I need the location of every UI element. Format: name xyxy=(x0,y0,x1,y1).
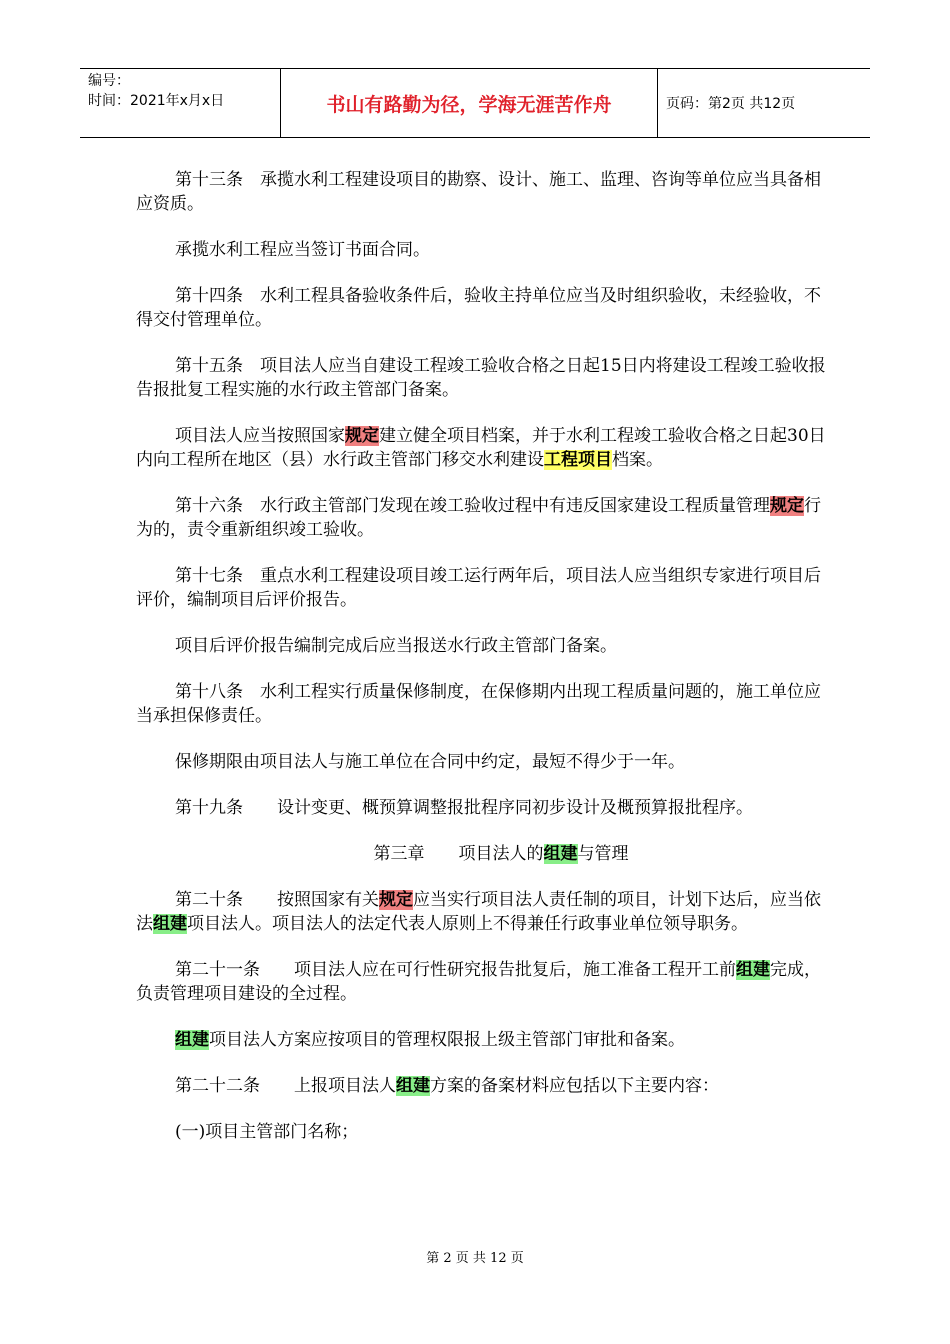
header-meta xyxy=(80,69,281,137)
text-segment: 第二十条 按照国家有关 xyxy=(175,890,379,910)
text-segment: 第三章 项目法人的 xyxy=(373,844,544,864)
article-17: 第十七条 重点水利工程建设项目竣工运行两年后，项目法人应当组织专家进行项目后评价，编制项目后评价报告。 xyxy=(136,566,821,610)
text-segment: 第二十一条 项目法人应在可行性研究报告批复后，施工准备工程开工前 xyxy=(175,960,736,980)
article-18-period: 保修期限由项目法人与施工单位在合同中约定，最短不得少于一年。 xyxy=(175,752,685,772)
article-14: 第十四条 水利工程具备验收条件后，验收主持单位应当及时组织验收，未经验收，不得交付管理单位。 xyxy=(136,286,821,330)
document-body xyxy=(136,168,826,1166)
highlight-establish: 组建 xyxy=(396,1076,430,1096)
highlight-regulation: 规定 xyxy=(770,496,804,516)
page-footer: 第 2 页 共 12 页 xyxy=(426,1251,524,1266)
highlight-establish: 组建 xyxy=(736,960,770,980)
text-segment: 第十六条 水行政主管部门发现在竣工验收过程中有违反国家建设工程质量管理 xyxy=(175,496,770,516)
text-segment: 项目法人应当按照国家 xyxy=(175,426,345,446)
article-21-plan xyxy=(136,1028,826,1052)
article-19: 第十九条 设计变更、概预算调整报批程序同初步设计及概预算报批程序。 xyxy=(175,798,753,818)
text-segment: 行为的，责令重新组织竣工验收。 xyxy=(136,496,821,540)
highlight-regulation: 规定 xyxy=(379,890,413,910)
article-20 xyxy=(136,888,826,936)
document-time-label: 时间：2021年x月x日 xyxy=(88,93,225,109)
article-18: 第十八条 水利工程实行质量保修制度，在保修期内出现工程质量问题的，施工单位应当承担保修责任。 xyxy=(136,682,821,726)
highlight-engineering-project: 工程项目 xyxy=(544,450,612,470)
chapter-3-title xyxy=(136,842,826,866)
text-segment: 应当实行项目法人责任制的项目，计划下达后，应当依法 xyxy=(136,890,821,934)
header-motto: 书山有路勤为径，学海无涯苦作舟 xyxy=(281,69,658,137)
page-header xyxy=(80,68,870,138)
header-page-info: 页码：第2页 共12页 xyxy=(666,96,796,112)
highlight-establish: 组建 xyxy=(543,844,578,864)
text-segment: 方案的备案材料应包括以下主要内容： xyxy=(430,1076,719,1096)
article-16 xyxy=(136,494,826,542)
text-segment: 档案。 xyxy=(612,450,663,470)
article-13: 第十三条 承揽水利工程建设项目的勘察、设计、施工、监理、咨询等单位应当具备相应资质。 xyxy=(136,170,821,214)
article-22-item-1: (一)项目主管部门名称； xyxy=(175,1122,359,1142)
text-segment: 第二十二条 上报项目法人 xyxy=(175,1076,396,1096)
article-15-archive xyxy=(136,424,826,472)
highlight-establish: 组建 xyxy=(175,1030,209,1050)
highlight-establish: 组建 xyxy=(153,914,187,934)
highlight-regulation: 规定 xyxy=(345,426,379,446)
text-segment: 建立健全项目档案，并于水利工程竣工验收合格之日起30日内向工程所在地区（县）水行政主管部门移交水利建设 xyxy=(136,426,826,470)
document-number-label: 编号： xyxy=(88,73,130,89)
article-17-report: 项目后评价报告编制完成后应当报送水行政主管部门备案。 xyxy=(175,636,617,656)
article-21 xyxy=(136,958,826,1006)
article-22 xyxy=(136,1074,826,1098)
text-segment: 与管理 xyxy=(577,844,629,864)
article-13-contract: 承揽水利工程应当签订书面合同。 xyxy=(175,240,430,260)
article-15: 第十五条 项目法人应当自建设工程竣工验收合格之日起15日内将建设工程竣工验收报告报批复工程实施的水行政主管部门备案。 xyxy=(136,356,826,400)
text-segment: 项目法人。项目法人的法定代表人原则上不得兼任行政事业单位领导职务。 xyxy=(187,914,748,934)
text-segment: 项目法人方案应按项目的管理权限报上级主管部门审批和备案。 xyxy=(209,1030,685,1050)
text-segment: 完成，负责管理项目建设的全过程。 xyxy=(136,960,821,1004)
